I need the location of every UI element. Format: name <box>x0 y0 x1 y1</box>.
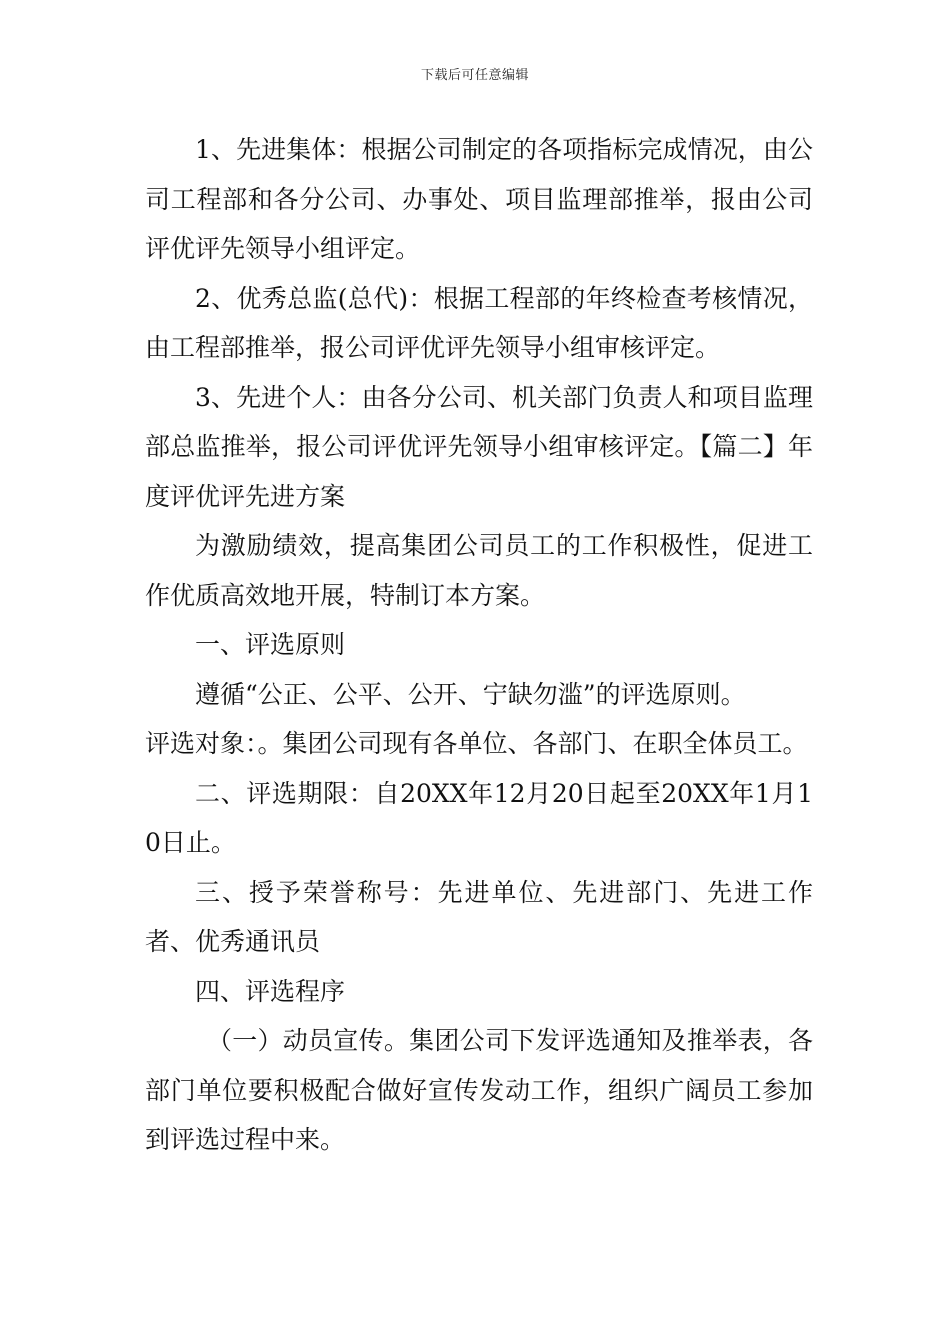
paragraph-selection-targets: 评选对象：。集团公司现有各单位、各部门、在职全体员工。 <box>145 729 808 758</box>
paragraph-excellent-director: 2、优秀总监(总代)：根据工程部的年终检查考核情况，由工程部推举，报公司评优评先领导小组审核评定。 <box>145 283 813 362</box>
paragraph-principles: 遵循“公正、公平、公开、宁缺勿滥”的评选原则。 <box>195 679 746 709</box>
paragraph-purpose: 为激励绩效，提高集团公司员工的工作积极性，促进工作优质高效地开展，特制订本方案。 <box>145 531 813 610</box>
paragraph-honorary-titles: 三、授予荣誉称号：先进单位、先进部门、先进工作者、优秀通讯员 <box>145 877 813 956</box>
paragraph-advanced-collective: 1、先进集体：根据公司制定的各项指标完成情况，由公司工程部和各分公司、办事处、项目监理部推举，报由公司评优评先领导小组评定。 <box>145 135 813 263</box>
paragraph-mobilization: （一）动员宣传。集团公司下发评选通知及推举表，各部门单位要积极配合做好宣传发动工作，组织广阔员工参加到评选过程中来。 <box>145 1026 813 1154</box>
paragraph-advanced-individual: 3、先进个人：由各分公司、机关部门负责人和项目监理部总监推举，报公司评优评先领导小组审核评定。【篇二】年度评优评先进方案 <box>145 382 813 511</box>
paragraph-selection-period: 二、评选期限：自20XX年12月20日起至20XX年1月10日止。 <box>145 778 813 857</box>
page-header: 下载后可任意编辑 <box>420 68 529 83</box>
document-body <box>145 125 813 1165</box>
section-heading-principles: 一、评选原则 <box>195 630 346 659</box>
section-heading-procedure: 四、评选程序 <box>195 976 346 1006</box>
